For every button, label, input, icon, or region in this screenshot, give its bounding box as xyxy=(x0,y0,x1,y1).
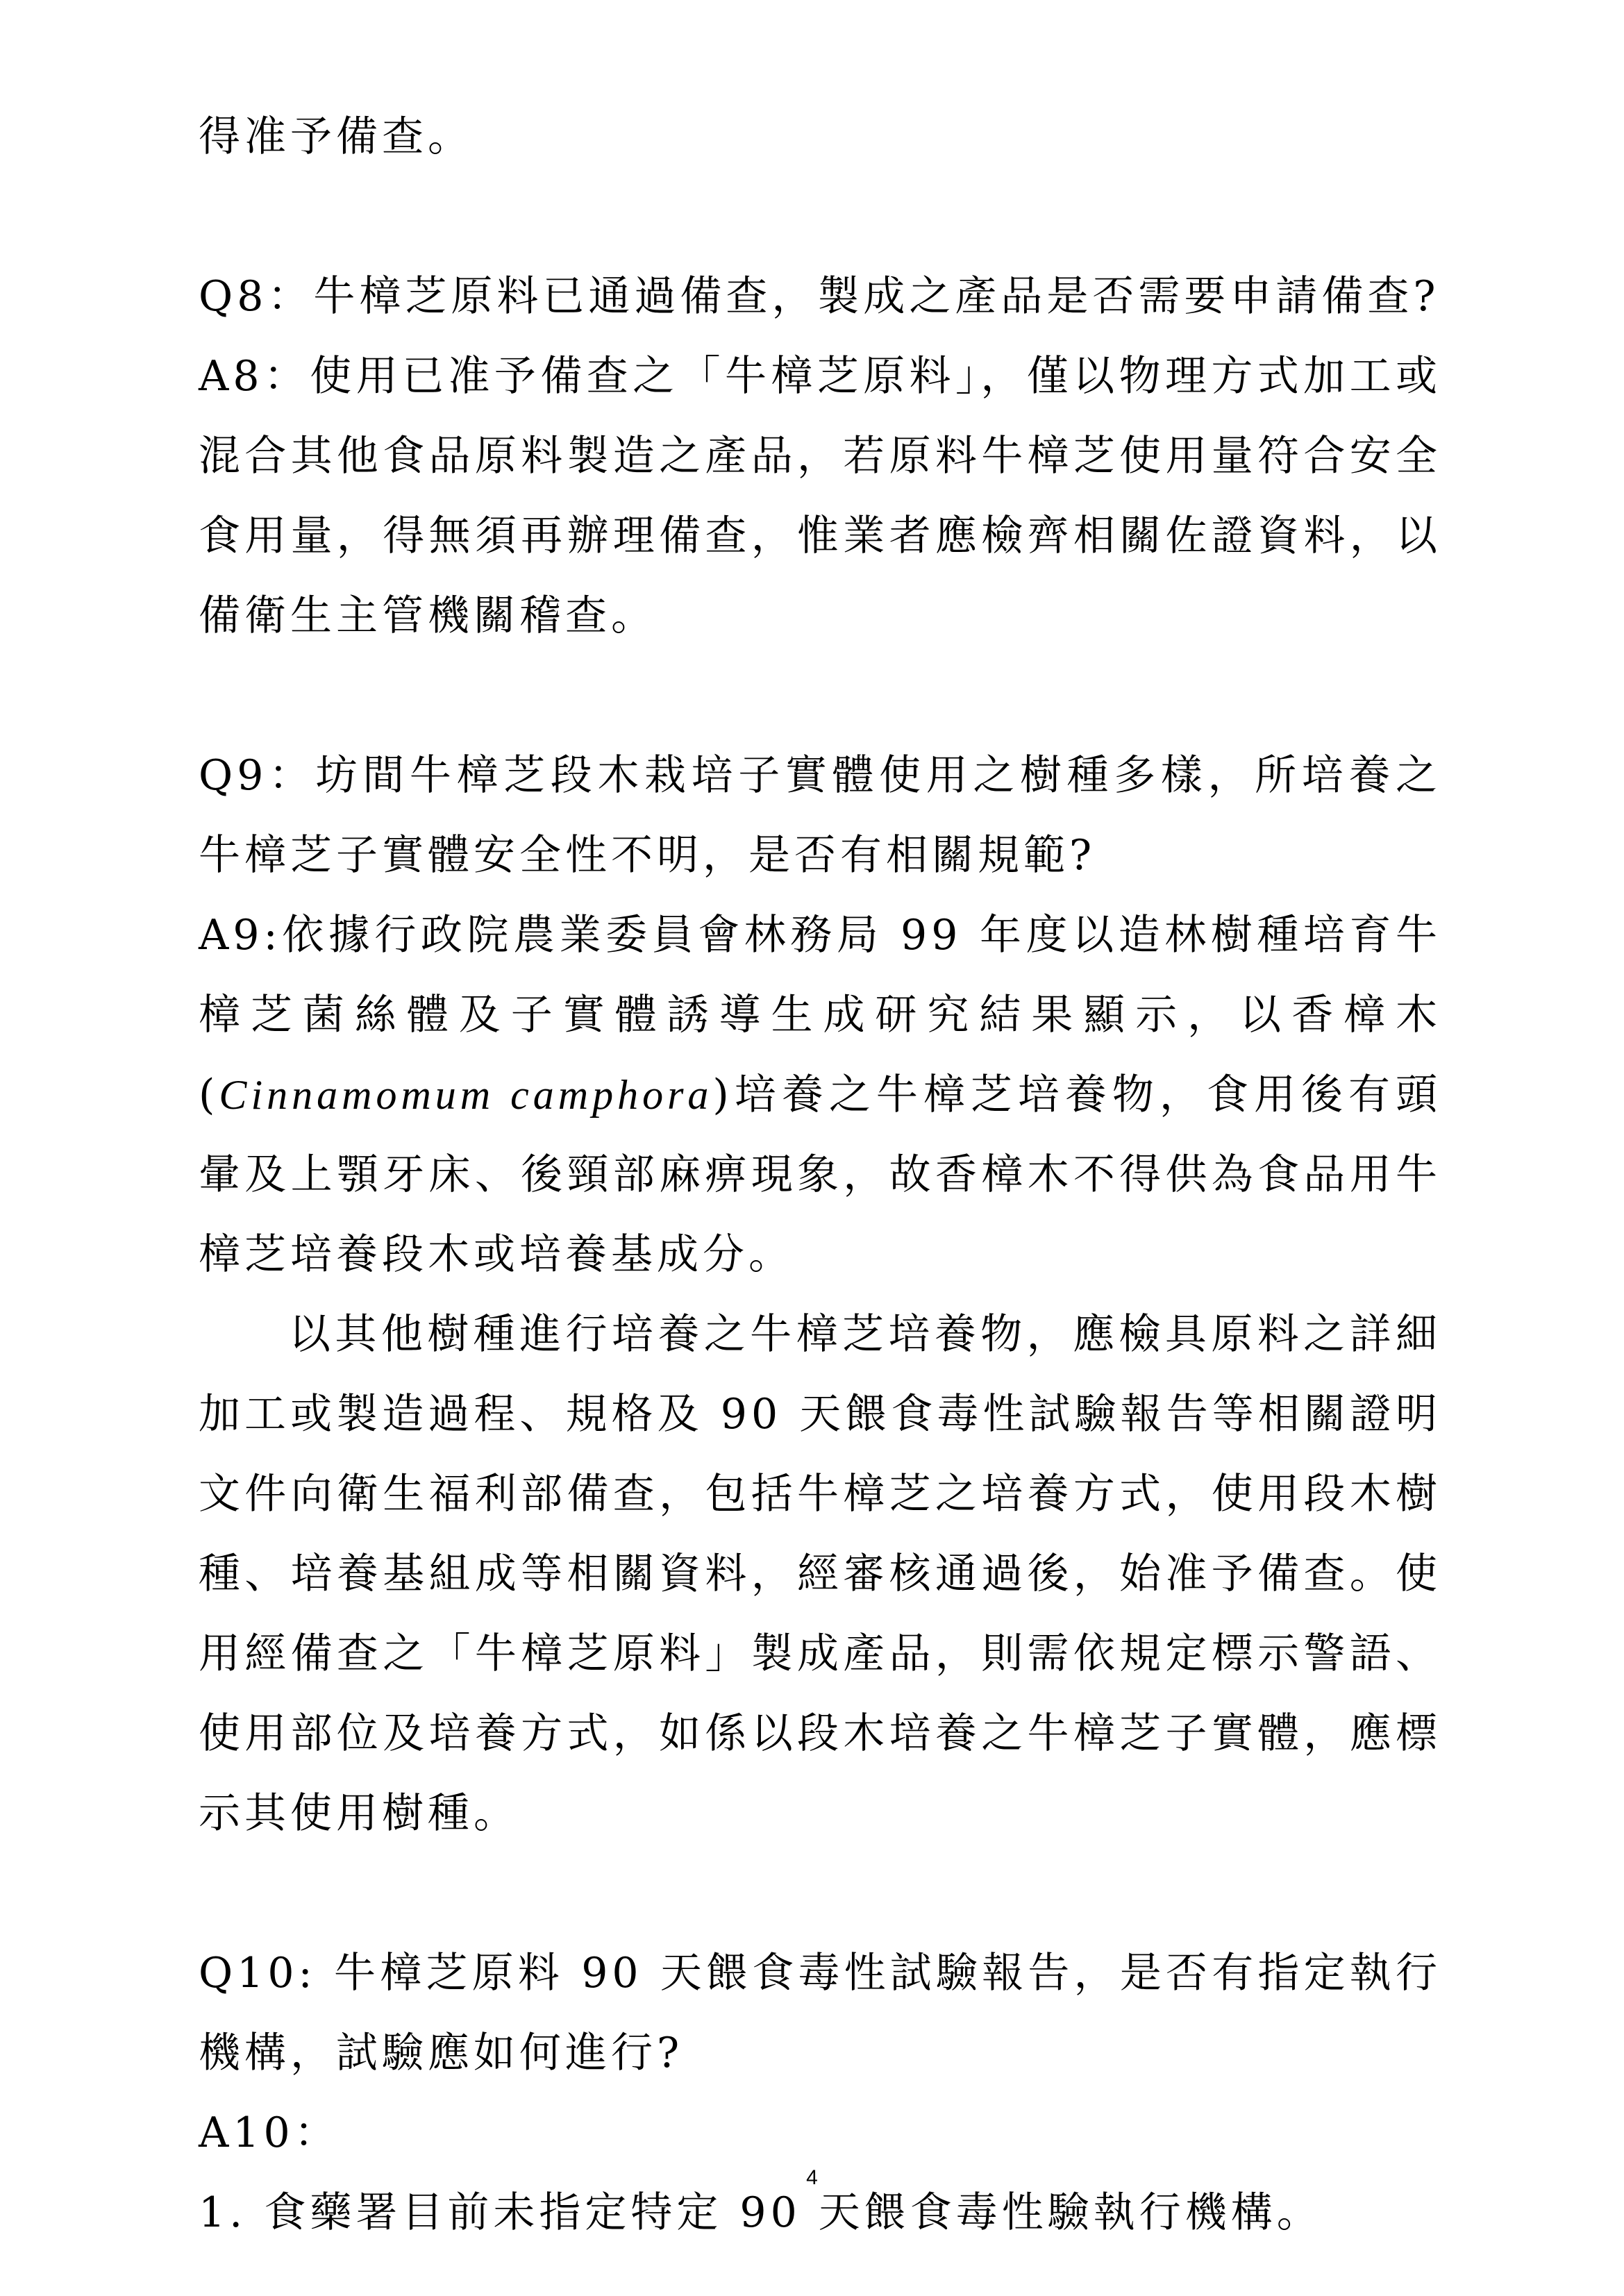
question-q9: Q9：坊間牛樟芝段木栽培子實體使用之樹種多樣，所培養之牛樟芝子實體安全性不明，是否有相關規範? xyxy=(199,751,1441,880)
question-q8: Q8：牛樟芝原料已通過備查，製成之產品是否需要申請備查? xyxy=(199,272,1440,321)
paragraph-continuation: 得准予備查。 xyxy=(199,112,474,161)
answer-a9-text-start: A9:依據行政院農業委員會林務局 99 年度以造林樹種培育牛樟芝菌絲體及子實體誘導生成研究結果顯示，以香樟木( xyxy=(199,911,1441,1119)
document-body xyxy=(199,97,1441,2253)
answer-a8: A8：使用已准予備查之「牛樟芝原料」，僅以物理方式加工或混合其他食品原料製造之產品，若原料牛樟芝使用量符合安全食用量，得無須再辦理備查，惟業者應檢齊相關佐證資料，以備衛生主管機關稽查。 xyxy=(199,352,1441,640)
page-number: 4 xyxy=(806,2166,818,2189)
species-name: Cinnamomum camphora xyxy=(219,1072,713,1118)
answer-a9-text-end: )培養之牛樟芝培養物，食用後有頭暈及上顎牙床、後頸部麻痹現象，故香樟木不得供為食品用牛樟芝培養段木或培養基成分。 xyxy=(199,1071,1441,1279)
answer-a9-paragraph-2: 以其他樹種進行培養之牛樟芝培養物，應檢具原料之詳細加工或製造過程、規格及 90 天餵食毒性試驗報告等相關證明文件向衛生福利部備查，包括牛樟芝之培養方式，使用段木樹種、培養基組成等相關資料，經審核通過後，始准予備查。使用經備查之「牛樟芝原料」製成產品，則需依規定標示警語、使用部位及培養方式，如係以段木培養之牛樟芝子實體，應標示其使用樹種。 xyxy=(199,1310,1441,1838)
answer-a10-item-1: 1. 食藥署目前未指定特定 90 天餵食毒性驗執行機構。 xyxy=(199,2188,1323,2237)
answer-a9 xyxy=(199,896,1441,1295)
answer-a10-label: A10： xyxy=(199,2109,340,2157)
question-q10: Q10: 牛樟芝原料 90 天餵食毒性試驗報告，是否有指定執行機構，試驗應如何進行? xyxy=(199,1949,1441,2077)
